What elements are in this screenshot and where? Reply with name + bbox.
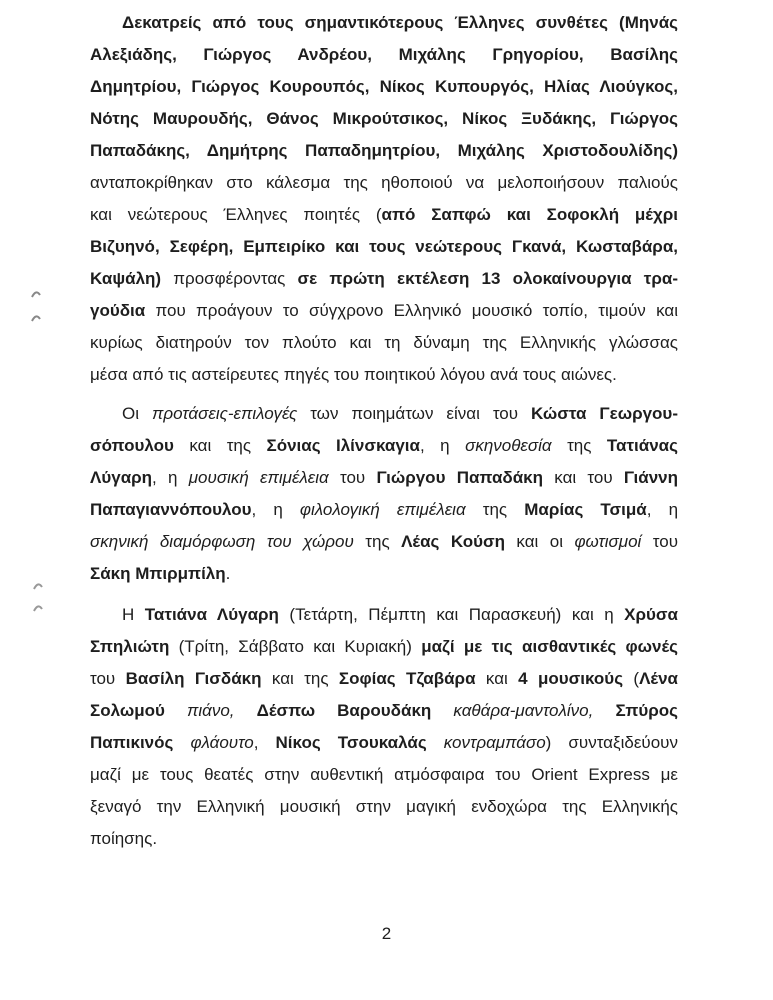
text-line: [90, 695, 678, 727]
text-line: [90, 295, 678, 327]
text-run: και της: [173, 436, 267, 455]
bold-text: Παπικινός: [90, 733, 174, 752]
bold-text: από Σαπφώ και Σοφοκλή μέχρι: [381, 205, 678, 224]
bold-text: Λένα: [639, 669, 678, 688]
bold-text: Λέας Κούση: [401, 532, 505, 551]
bold-text: Γιώργου Παπαδάκη: [376, 468, 544, 487]
bold-text: Δεκατρείς από τους σημαντικότερους Έλληνες συνθέτες (Μηνάς: [122, 13, 678, 32]
text-run: της: [465, 500, 525, 519]
bold-text: Χρύσα: [624, 605, 679, 624]
italic-text: φωτισμοί: [574, 532, 642, 551]
text-run: και της: [261, 669, 339, 688]
text-line: [90, 791, 678, 823]
text-run: [173, 733, 190, 752]
text-run: , η: [646, 500, 679, 519]
text-run: (: [623, 669, 640, 688]
bold-text: Σπύρος: [615, 701, 679, 720]
italic-text: φλάουτο: [190, 733, 254, 752]
text-line: [90, 167, 678, 199]
text-run: των ποιημάτων είναι του: [297, 404, 532, 423]
text-line: [90, 327, 678, 359]
bold-text: γούδια: [90, 301, 146, 320]
text-run: και του: [543, 468, 624, 487]
text-line: [90, 526, 678, 558]
bold-text: Τατιάνας: [606, 436, 678, 455]
bold-text: Παπαδάκης, Δημήτρης Παπαδημητρίου, Μιχάλης Χριστοδουλίδης): [90, 141, 678, 160]
punch-hole-mark-icon: [30, 312, 42, 324]
bold-text: μαζί με τις αισθαντικές φωνές: [421, 637, 679, 656]
text-run: του: [90, 669, 126, 688]
bold-text: Βασίλη Γισδάκη: [125, 669, 262, 688]
text-line: [90, 7, 678, 39]
bold-text: Καψάλη): [90, 269, 162, 288]
italic-text: σκηνοθεσία: [465, 436, 552, 455]
text-run: και νεώτερους Έλληνες ποιητές (: [90, 205, 382, 224]
text-run: , η: [152, 468, 189, 487]
bold-text: Σοφίας Τζαβάρα: [338, 669, 476, 688]
bold-text: Λύγαρη: [90, 468, 153, 487]
punch-hole-mark-icon: [32, 602, 44, 614]
bold-text: Σολωμού: [90, 701, 165, 720]
bold-text: Δέσπω Βαρουδάκη: [256, 701, 432, 720]
text-run: προσφέροντας: [161, 269, 298, 288]
bold-text: Παπαγιαννόπουλου: [90, 500, 252, 519]
text-line: [90, 599, 678, 631]
text-line: [90, 199, 678, 231]
text-run: ανταποκρίθηκαν στο κάλεσμα της ηθοποιού να μελοποιήσουν παλιούς: [90, 173, 678, 192]
text-run: ) συνταξιδεύουν: [545, 733, 678, 752]
text-run: ,: [253, 733, 276, 752]
page-number: 2: [381, 924, 392, 943]
text-line: [90, 263, 678, 295]
bold-text: Βιζυηνό, Σεφέρη, Εμπειρίκο και τους νεώτερους Γκανά, Κωσταβάρα,: [90, 237, 678, 256]
text-line: [90, 359, 678, 391]
italic-text: προτάσεις-επιλογές: [151, 404, 298, 423]
text-line: [90, 727, 678, 759]
text-run: [235, 701, 257, 720]
text-run: του: [641, 532, 678, 551]
text-line: [90, 494, 678, 526]
text-line: [90, 823, 678, 855]
text-line: [90, 558, 678, 590]
paragraph-composers: [90, 7, 678, 391]
text-line: [90, 631, 678, 663]
text-line: [90, 430, 678, 462]
text-line: [90, 231, 678, 263]
text-run: του: [328, 468, 377, 487]
text-run: ποίησης.: [90, 829, 158, 848]
text-line: [90, 39, 678, 71]
text-line: [90, 71, 678, 103]
text-run: [427, 733, 444, 752]
bold-text: Δημητρίου, Γιώργος Κουρουπός, Νίκος Κυπουργός, Ηλίας Λιούγκος,: [90, 77, 678, 96]
bold-text: Αλεξιάδης, Γιώργος Ανδρέου, Μιχάλης Γρηγορίου, Βασίλης: [90, 45, 678, 64]
text-run: [593, 701, 615, 720]
bold-text: Νότης Μαυρουδής, Θάνος Μικρούτσικος, Νίκος Ξυδάκης, Γιώργος: [90, 109, 678, 128]
text-run: , η: [419, 436, 466, 455]
italic-text: πιάνο,: [186, 701, 235, 720]
bold-text: σόπουλου: [90, 436, 174, 455]
bold-text: Σπηλιώτη: [90, 637, 170, 656]
bold-text: Νίκος Τσουκαλάς: [275, 733, 427, 752]
text-run: μαζί με τους θεατές στην αυθεντική ατμόσφαιρα του Orient Express με: [90, 765, 678, 784]
italic-text: σκηνική διαμόρφωση του χώρου: [90, 532, 354, 551]
text-run: που προάγουν το σύγχρονο Ελληνικό μουσικό τοπίο, τιμούν και: [145, 301, 678, 320]
bold-text: Σάκη Μπιρμπίλη: [90, 564, 226, 583]
text-run: και οι: [505, 532, 575, 551]
text-line: [90, 663, 678, 695]
text-run: (Τρίτη, Σάββατο και Κυριακή): [169, 637, 422, 656]
bold-text: Μαρίας Τσιμά: [524, 500, 647, 519]
text-run: και: [475, 669, 519, 688]
bold-text: Τατιάνα Λύγαρη: [144, 605, 279, 624]
text-line: [90, 103, 678, 135]
text-line: [90, 398, 678, 430]
text-line: [90, 135, 678, 167]
text-line: [90, 759, 678, 791]
text-run: ξεναγό την Ελληνική μουσική στην μαγική ενδοχώρα της Ελληνικής: [90, 797, 678, 816]
text-run: [165, 701, 187, 720]
text-run: , η: [251, 500, 300, 519]
bold-text: Γιάννη: [623, 468, 679, 487]
paragraph-performers: [90, 599, 678, 855]
italic-text: κοντραμπάσο: [443, 733, 546, 752]
punch-hole-mark-icon: [30, 288, 42, 300]
text-run: Οι: [122, 404, 152, 423]
text-run: μέσα από τις αστείρευτες πηγές του ποιητικού λόγου ανά τους αιώνες.: [90, 365, 617, 384]
text-run: κυρίως διατηρούν τον πλούτο και τη δύναμη της Ελληνικής γλώσσας: [90, 333, 678, 352]
text-run: .: [225, 564, 231, 583]
bold-text: 4 μουσικούς: [518, 669, 624, 688]
text-run: της: [353, 532, 402, 551]
italic-text: φιλολογική επιμέλεια: [299, 500, 466, 519]
italic-text: μουσική επιμέλεια: [188, 468, 329, 487]
bold-text: σε πρώτη εκτέλεση 13 ολοκαίνουργια τρα-: [297, 269, 679, 288]
bold-text: Σόνιας Ιλίνσκαγια: [266, 436, 420, 455]
text-run: [431, 701, 453, 720]
paragraph-credits: [90, 398, 678, 590]
text-run: Η: [122, 605, 145, 624]
punch-hole-mark-icon: [32, 580, 44, 592]
italic-text: καθάρα-μαντολίνο,: [453, 701, 594, 720]
text-line: [90, 462, 678, 494]
bold-text: Κώστα Γεωργου-: [531, 404, 678, 423]
text-run: (Τετάρτη, Πέμπτη και Παρασκευή) και η: [278, 605, 625, 624]
text-run: της: [551, 436, 607, 455]
